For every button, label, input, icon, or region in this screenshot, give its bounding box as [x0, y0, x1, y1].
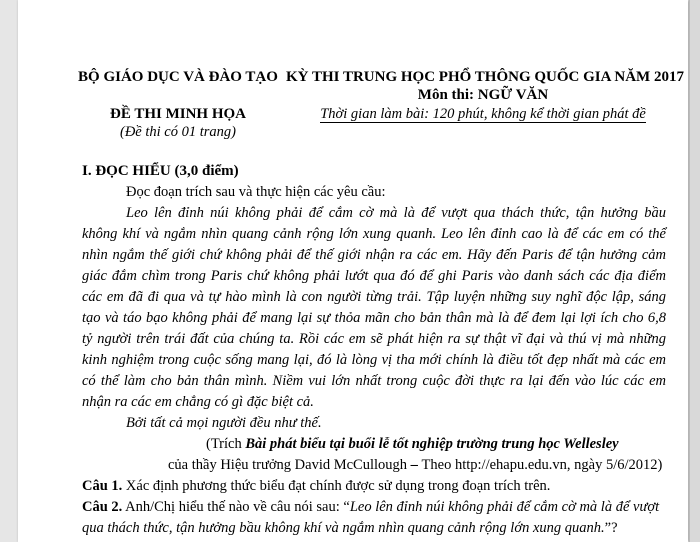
- citation-source-line: [168, 457, 662, 474]
- passage-line: tỷ người trên trái đất của chúng ta. Rồi các em sẽ phát hiện ra sự thật vĩ đại và thú vị mà những: [82, 331, 666, 347]
- document-page: [18, 0, 688, 542]
- question-text: Xác định phương thức biểu đạt chính được sử dụng trong đoạn trích trên.: [122, 478, 551, 494]
- passage-line: nhìn ngắm thế giới chứ không phải để thế giới nhận ra các em. Hãy đến Paris để tận hưởng cảm: [82, 247, 666, 263]
- question-text: Anh/Chị hiểu thế nào về câu nói sau: “: [122, 499, 350, 515]
- question-label: Câu 2.: [82, 499, 123, 515]
- question-quote: qua thách thức, tận hưởng bầu không khí và ngắm nhìn quang cảnh rộng lớn xung quanh.: [82, 520, 605, 536]
- exam-title: KỲ THI TRUNG HỌC PHỔ THÔNG QUỐC GIA NĂM 2017: [286, 69, 684, 85]
- section-instruction: Đọc đoạn trích sau và thực hiện các yêu cầu:: [126, 184, 386, 200]
- time-note: [286, 106, 680, 123]
- passage-line: tạo và táo bạo không phải để mang lại sự thỏa mãn cho bản thân mà là để đem lại lợi ích cho 6,8: [82, 310, 666, 326]
- citation-open: (Trích: [206, 436, 246, 452]
- question-1: [82, 478, 550, 495]
- question-text: ”?: [604, 520, 618, 536]
- passage-line: kinh nghiệm trong cuộc sống mang lại, đó là lòng vị tha mới chính là điều tốt đẹp nhất mà các em: [82, 352, 666, 368]
- passage-line: không khí và ngắm nhìn quang cảnh rộng lớn xung quanh. Leo lên đỉnh cao là để các em có thể: [82, 226, 666, 242]
- time-note-text: Thời gian làm bài: 120 phút, không kể thời gian phát đề: [320, 106, 646, 122]
- passage-line: nhận ra các em chẳng có gì đặc biệt cả.: [82, 394, 314, 410]
- viewer-scrollbar[interactable]: [689, 0, 700, 542]
- passage-line: các em đã đi qua và tự hào mình là con người từng trải. Tập luyện những suy nghĩ độc lập, sáng: [82, 289, 666, 305]
- passage-closing-line: Bởi tất cả mọi người đều như thế.: [126, 415, 322, 431]
- page-count-note: (Đề thi có 01 trang): [120, 124, 236, 140]
- citation-author: của thầy Hiệu trưởng David McCullough: [168, 457, 408, 473]
- citation-title: Bài phát biểu tại buổi lễ tốt nghiệp trường trung học Wellesley: [245, 436, 619, 452]
- passage-line: có thể làm cho bản thân mình. Niềm vui lớn nhất trong cuộc đời thực ra lại đến vào lúc các em: [82, 373, 666, 389]
- passage-line: Leo lên đỉnh núi không phải để cắm cờ mà là để vượt qua thách thức, tận hưởng bầu: [126, 205, 666, 221]
- passage-line: giác đắm chìm trong Paris chứ không phải lướt qua đó để ghi Paris vào danh sách các địa điểm: [82, 268, 666, 284]
- ministry-name: BỘ GIÁO DỤC VÀ ĐÀO TẠO: [78, 69, 278, 85]
- question-2: [82, 499, 659, 516]
- question-quote: Leo lên đỉnh núi không phải để cắm cờ mà là để vượt: [349, 499, 660, 515]
- question-label: Câu 1.: [82, 478, 123, 494]
- section-heading: I. ĐỌC HIỂU (3,0 điểm): [82, 163, 239, 179]
- citation-source: Theo http://ehapu.edu.vn, ngày 5/6/2012): [421, 457, 663, 473]
- document-type: ĐỀ THI MINH HỌA: [110, 106, 246, 122]
- question-2-continued: [82, 520, 618, 537]
- citation-title-line: [206, 436, 619, 453]
- exam-subject: Môn thi: NGỮ VĂN: [417, 87, 549, 103]
- citation-dash: –: [407, 457, 422, 473]
